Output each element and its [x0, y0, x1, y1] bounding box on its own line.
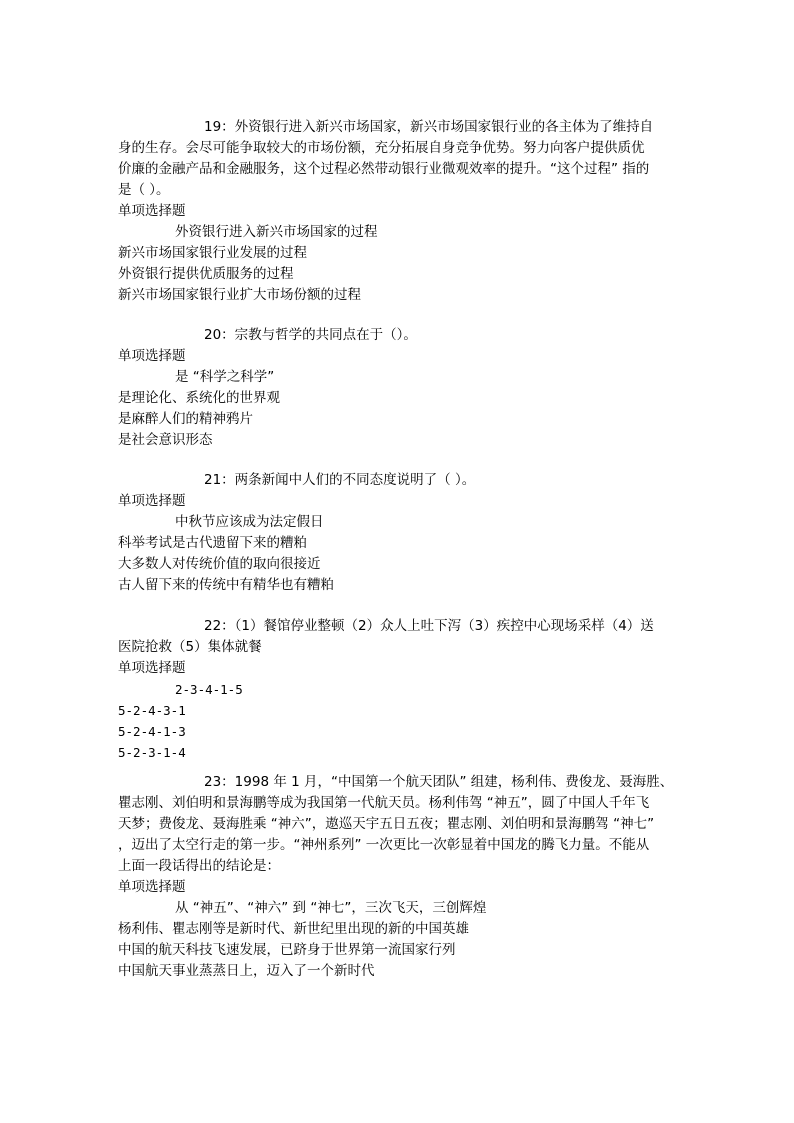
- question-stem: 瞿志刚、刘伯明和景海鹏等成为我国第一代航天员。杨利伟驾 “神五”，圆了中国人千年飞: [118, 795, 650, 811]
- answer-option: 5-2-3-1-4: [118, 745, 186, 760]
- question-type-label: 单项选择题: [118, 660, 186, 676]
- question-22: [118, 616, 678, 763]
- answer-option: 中国航天事业蒸蒸日上，迈入了一个新时代: [118, 963, 375, 979]
- answer-option: 新兴市场国家银行业扩大市场份额的过程: [118, 287, 361, 303]
- question-19: [118, 117, 678, 306]
- answer-option: 中国的航天科技飞速发展，已跻身于世界第一流国家行列: [118, 942, 456, 958]
- question-stem: 22：（1）餐馆停业整顿（2）众人上吐下泻（3）疾控中心现场采样（4）送: [204, 618, 654, 634]
- answer-option: 中秋节应该成为法定假日: [175, 514, 324, 530]
- question-20: [118, 325, 678, 451]
- answer-option: 大多数人对传统价值的取向很接近: [118, 556, 321, 572]
- answer-option: 科举考试是古代遗留下来的糟粕: [118, 535, 307, 551]
- question-21: [118, 470, 678, 596]
- question-stem: 天梦；费俊龙、聂海胜乘 “神六”，遨巡天宇五日五夜；瞿志刚、刘伯明和景海鹏驾 “神七”: [118, 816, 655, 832]
- answer-option: 从 “神五”、“神六” 到 “神七”，三次飞天，三创辉煌: [175, 900, 487, 916]
- question-stem: ，迈出了太空行走的第一步。“神州系列” 一次更比一次彰显着中国龙的腾飞力量。不能从: [118, 837, 650, 853]
- answer-option: 是麻醉人们的精神鸦片: [118, 411, 253, 427]
- answer-option: 古人留下来的传统中有精华也有糟粕: [118, 577, 334, 593]
- question-stem: 23：1998 年 1 月，“中国第一个航天团队” 组建，杨利伟、费俊龙、聂海胜、: [204, 774, 674, 790]
- question-type-label: 单项选择题: [118, 348, 186, 364]
- question-stem: 价廉的金融产品和金融服务，这个过程必然带动银行业微观效率的提升。“这个过程” 指的: [118, 161, 650, 177]
- answer-option: 是社会意识形态: [118, 432, 213, 448]
- question-stem: 21：两条新闻中人们的不同态度说明了（ ）。: [204, 472, 476, 488]
- answer-option: 是 “科学之科学”: [175, 369, 275, 385]
- answer-option: 5-2-4-1-3: [118, 724, 186, 739]
- question-stem: 是（ ）。: [118, 182, 170, 198]
- question-23: [118, 772, 678, 982]
- answer-option: 5-2-4-3-1: [118, 703, 186, 718]
- question-stem: 身的生存。会尽可能争取较大的市场份额，充分拓展自身竞争优势。努力向客户提供质优: [118, 140, 645, 156]
- question-type-label: 单项选择题: [118, 203, 186, 219]
- answer-option: 杨利伟、瞿志刚等是新时代、新世纪里出现的新的中国英雄: [118, 921, 469, 937]
- answer-option: 新兴市场国家银行业发展的过程: [118, 245, 307, 261]
- question-type-label: 单项选择题: [118, 879, 186, 895]
- answer-option: 是理论化、系统化的世界观: [118, 390, 280, 406]
- question-stem: 医院抢救（5）集体就餐: [118, 639, 262, 655]
- question-type-label: 单项选择题: [118, 493, 186, 509]
- question-stem: 上面一段话得出的结论是：: [118, 858, 280, 874]
- answer-option: 外资银行提供优质服务的过程: [118, 266, 294, 282]
- question-stem: 20：宗教与哲学的共同点在于（）。: [204, 327, 417, 343]
- answer-option: 2-3-4-1-5: [175, 682, 243, 697]
- answer-option: 外资银行进入新兴市场国家的过程: [175, 224, 378, 240]
- question-stem: 19：外资银行进入新兴市场国家，新兴市场国家银行业的各主体为了维持自: [204, 119, 654, 135]
